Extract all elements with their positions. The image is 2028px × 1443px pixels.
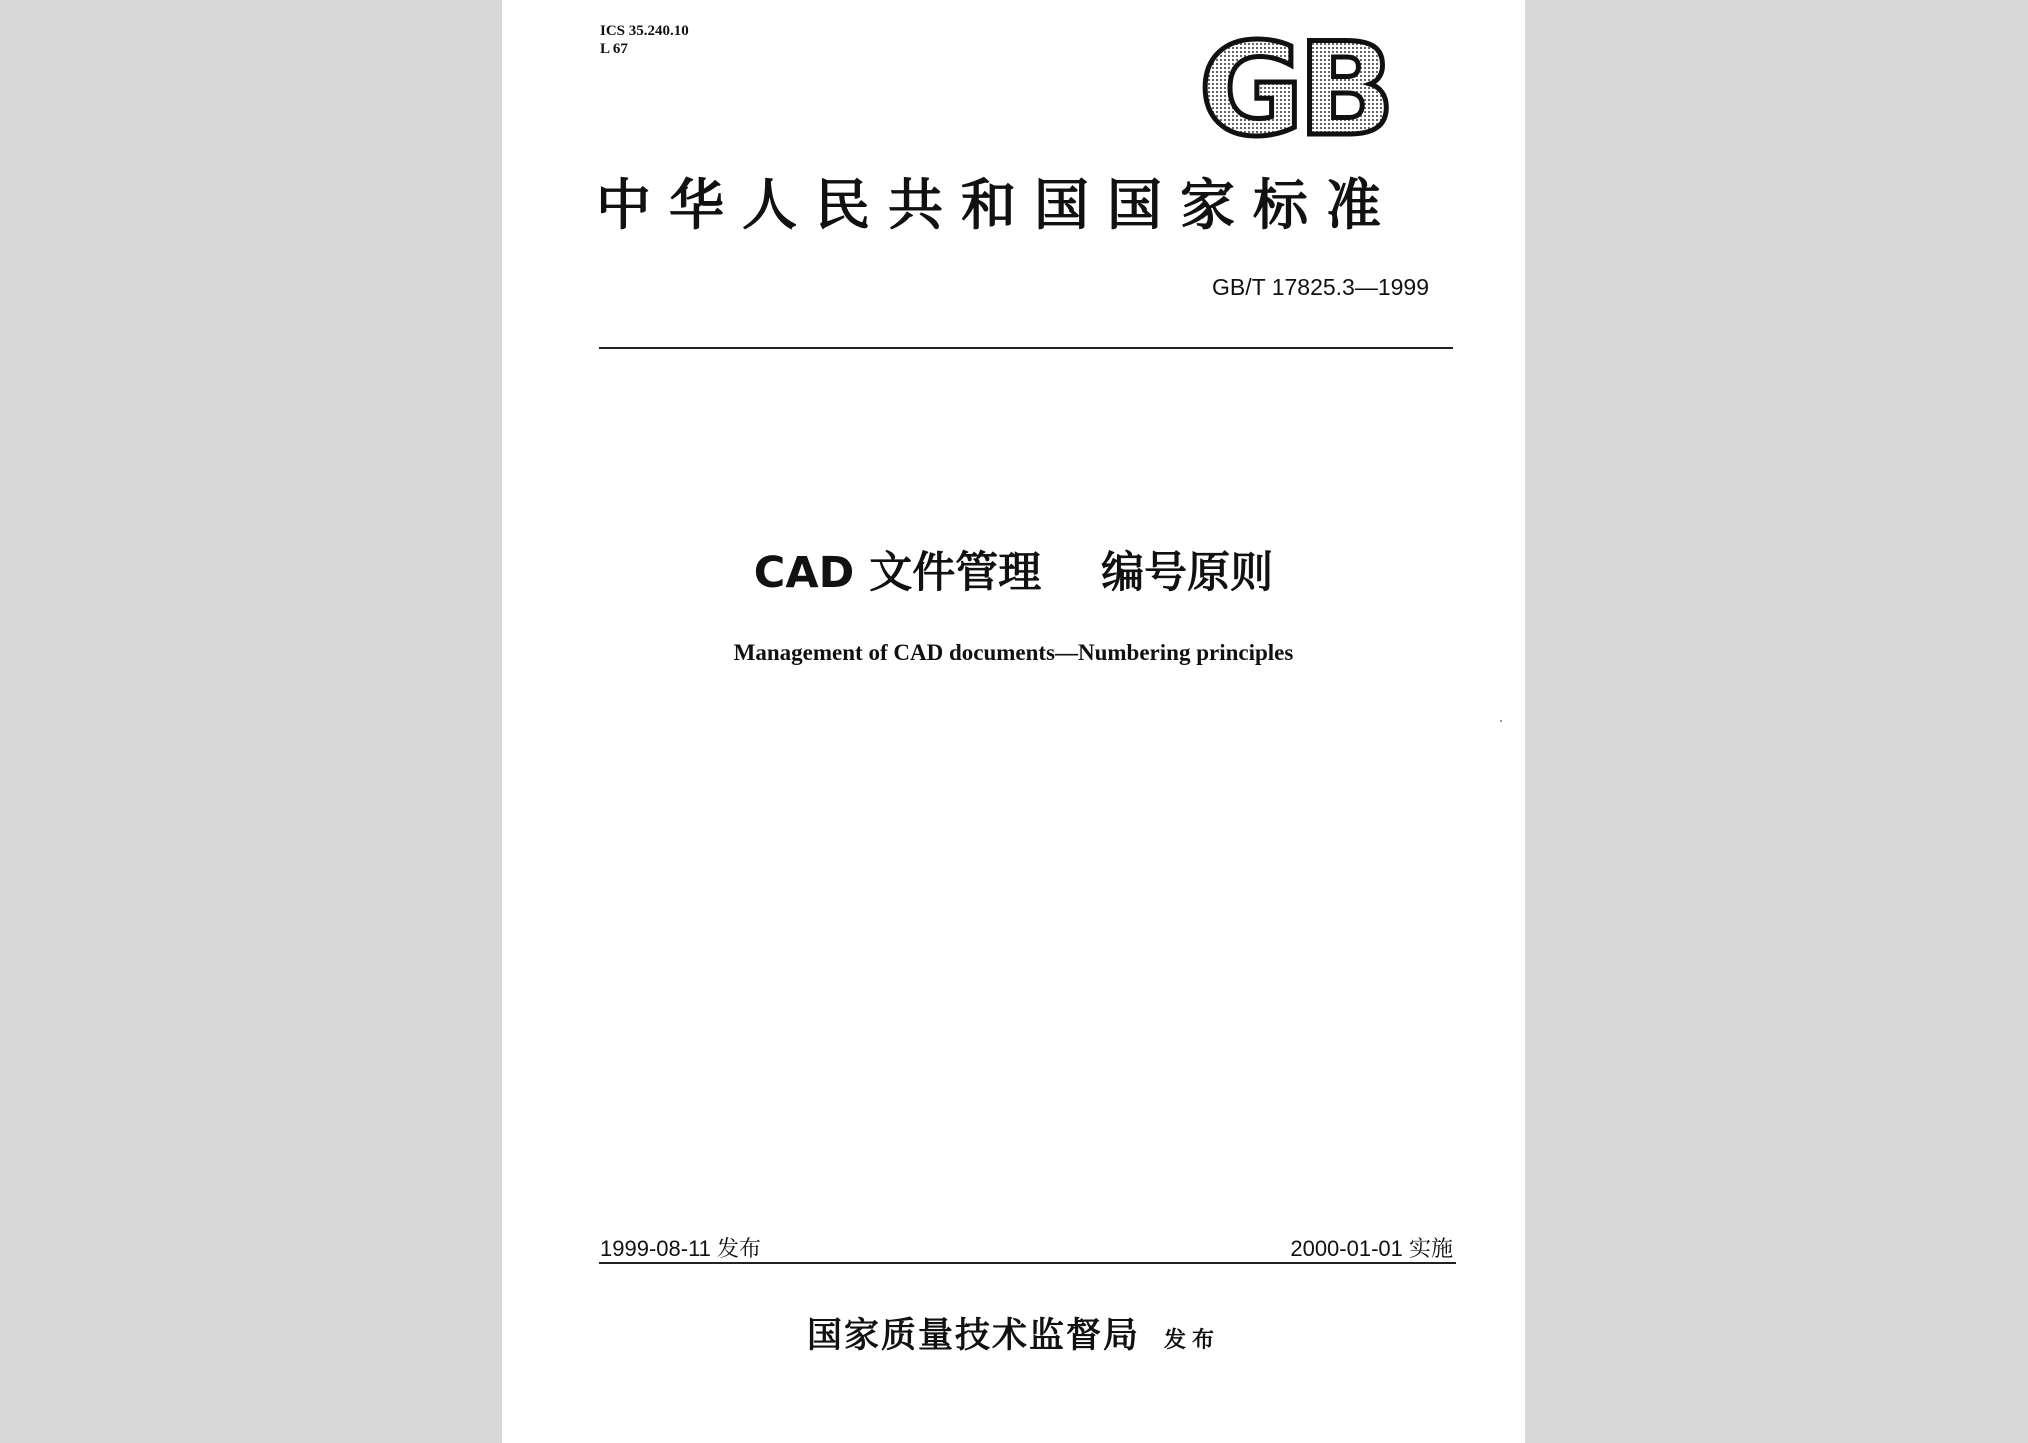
classification-codes [600,22,689,58]
chinese-title: CAD 文件管理 编号原则 [753,548,1274,598]
publisher-action: 发布 [1164,1328,1221,1353]
gb-standard-logo-icon [1187,34,1402,145]
top-divider [599,347,1453,349]
english-title: Management of CAD documents—Numbering principles [733,640,1294,665]
issue-date: 1999-08-11 发布 [600,1236,762,1261]
national-standard-title: 中华人民共和国国家标准 [596,173,1400,237]
gb-logo-text: GB [1198,34,1390,145]
scan-speck [1500,720,1502,722]
ics-code: ICS 35.240.10 [600,23,689,39]
ccs-code: L 67 [600,41,628,57]
implementation-date: 2000-01-01 实施 [1290,1236,1453,1261]
publisher-line [502,1308,1525,1358]
standard-number: GB/T 17825.3—1999 [1212,274,1429,300]
publisher-name: 国家质量技术监督局 [806,1315,1140,1356]
document-page [502,0,1525,1443]
bottom-divider [599,1262,1456,1264]
